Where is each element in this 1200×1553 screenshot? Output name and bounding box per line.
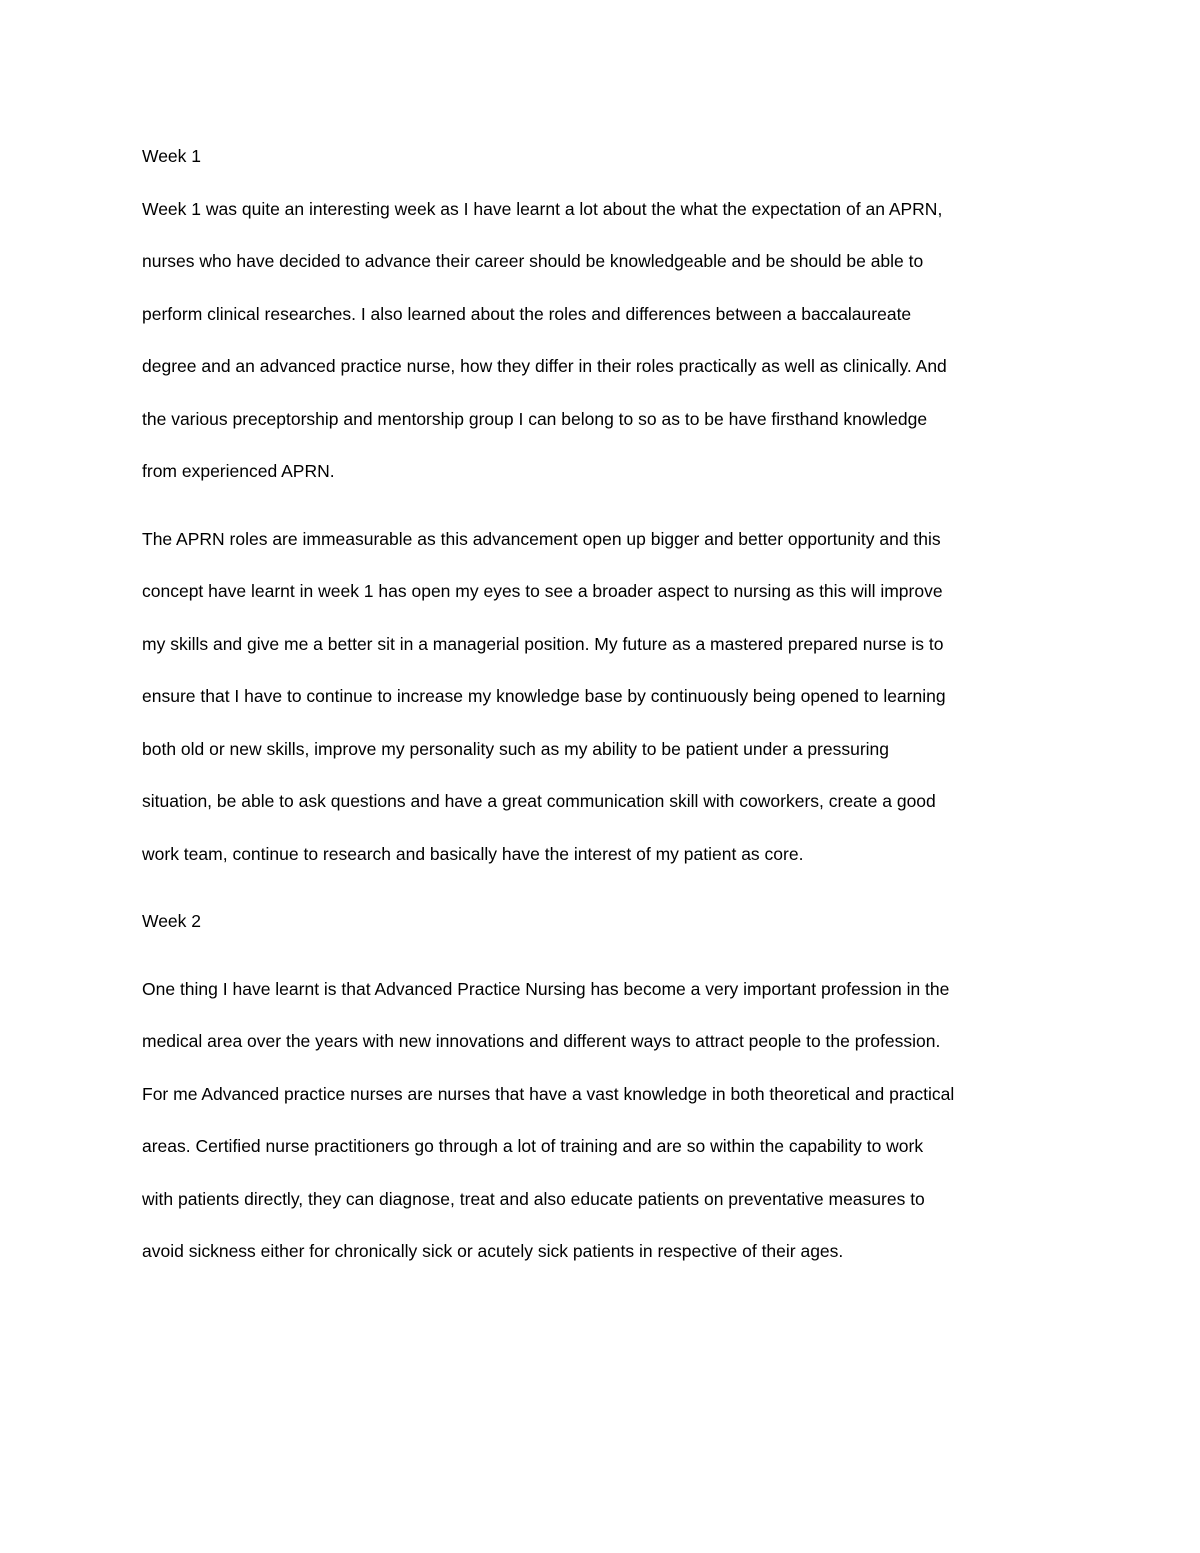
paragraph-line: both old or new skills, improve my personality such as my ability to be patient under a pressuring [142,738,890,759]
paragraph-line: ensure that I have to continue to increase my knowledge base by continuously being opened to learning [142,686,946,706]
paragraph-line: perform clinical researches. I also learned about the roles and differences between a baccalaureate [142,303,912,324]
section-heading: Week 1 [142,146,202,166]
paragraph-line: areas. Certified nurse practitioners go through a lot of training and are so within the capability to work [142,1136,924,1156]
paragraph-line: from experienced APRN. [142,461,335,481]
section-week-1 [142,143,1058,893]
paragraph-line: avoid sickness either for chronically sick or acutely sick patients in respective of their ages. [142,1241,844,1261]
paragraph-line: the various preceptorship and mentorship group I can belong to so as to be have firsthand knowledge [142,408,928,429]
paragraph-line: For me Advanced practice nurses are nurses that have a vast knowledge in both theoretical and practical [142,1083,955,1104]
paragraph-spacer [142,511,1058,526]
paragraph-line: medical area over the years with new innovations and different ways to attract people to the profession. [142,1031,941,1051]
paragraph-line: concept have learnt in week 1 has open my eyes to see a broader aspect to nursing as this will improve [142,581,943,601]
paragraph-line: with patients directly, they can diagnose, treat and also educate patients on preventative measures to [142,1188,925,1209]
paragraph-line: my skills and give me a better sit in a managerial position. My future as a mastered prepared nurse is to [142,633,944,654]
paragraph-line: Week 1 was quite an interesting week as I have learnt a lot about the what the expectation of an APRN, [142,198,943,219]
section-week-2 [142,908,1058,1291]
paragraph [142,976,1058,1291]
paragraph [142,526,1058,894]
paragraph-line: situation, be able to ask questions and have a great communication skill with coworkers, create a good [142,791,936,811]
paragraph-line: degree and an advanced practice nurse, how they differ in their roles practically as well as clinically. And [142,356,947,376]
document-body [142,143,1058,1291]
paragraph-spacer [142,961,1058,976]
paragraph-line: nurses who have decided to advance their career should be knowledgeable and be should be able to [142,251,924,271]
paragraph [142,196,1058,511]
section-heading: Week 2 [142,911,202,931]
paragraph-line: One thing I have learnt is that Advanced Practice Nursing has become a very important profession in the [142,978,950,999]
paragraph-line: work team, continue to research and basically have the interest of my patient as core. [142,843,804,864]
paragraph-spacer [142,893,1058,908]
paragraph-line: The APRN roles are immeasurable as this advancement open up bigger and better opportunity and this [142,528,941,549]
